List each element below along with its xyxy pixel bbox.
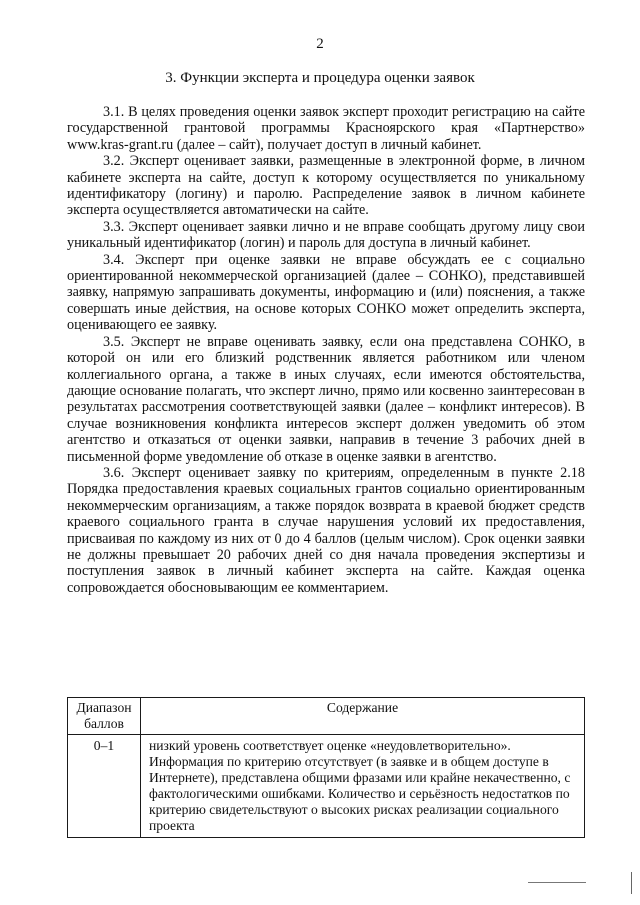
table-header-content: Содержание — [141, 698, 585, 735]
paragraph-3-1: 3.1. В целях проведения оценки заявок эксперт проходит регистрацию на сайте государственной грантовой программы Красноярского края «Партнерство» www.kras-grant.ru (далее – сайт), получает доступ в личный кабинет. — [67, 104, 585, 153]
table-cell-range: 0–1 — [68, 735, 141, 838]
scan-edge-mark — [631, 872, 632, 894]
table-header-range: Диапазон баллов — [68, 698, 141, 735]
scan-footer-line — [528, 882, 586, 883]
paragraph-3-6: 3.6. Эксперт оценивает заявку по критериям, определенным в пункте 2.18 Порядка предоставления краевых социальных грантов социально ориентированным некоммерческим организациям, а также порядок возврата в краевой бюджет средств краевого социального гранта в случае нарушения условий их предоставления, присваивая по каждому из них от 0 до 4 баллов (целым числом). Срок оценки заявки не должны превышает 20 рабочих дней со дня начала проведения экспертизы и поступления заявок в личный кабинет эксперта на сайте. Каждая оценка сопровождается обосновывающим ее комментарием. — [67, 464, 585, 596]
paragraph-3-4: 3.4. Эксперт при оценке заявки не вправе обсуждать ее с социально ориентированной некоммерческой организацией (далее – СОНКО), представившей заявку, напрямую запрашивать документы, информацию и (или) пояснения, а также совершать иные действия, на основе которых СОНКО может определить эксперта, оценивающего ее заявку. — [67, 251, 585, 334]
page-number: 2 — [316, 36, 324, 52]
paragraph-3-5: 3.5. Эксперт не вправе оценивать заявку, если она представлена СОНКО, в которой он или его близкий родственник является работником или членом коллегиального органа, а также в иных случаях, если имеются обстоятельства, дающие основание полагать, что эксперт лично, прямо или косвенно заинтересован в результатах рассмотрения соответствующей заявки (далее – конфликт интересов). В случае возникновения конфликта интересов эксперт должен уведомить об этом агентство и отказаться от оценки заявки, направив в течение 3 рабочих дней в письменной форме уведомление об отказе в оценке заявки в агентство. — [67, 333, 585, 465]
table-row — [68, 735, 585, 838]
table-header-row — [68, 698, 585, 735]
criteria-table — [67, 697, 585, 838]
section-body — [67, 104, 585, 596]
paragraph-3-2: 3.2. Эксперт оценивает заявки, размещенные в электронной форме, в личном кабинете эксперта на сайте, доступ к которому осуществляется по уникальному идентификатору (логину) и паролю. Распределение заявок в личном кабинете эксперта осуществляется автоматически на сайте. — [67, 153, 585, 219]
section-title: 3. Функции эксперта и процедура оценки заявок — [165, 70, 475, 86]
table-cell-content: низкий уровень соответствует оценке «неудовлетворительно». Информация по критерию отсутствует (в заявке и в общем доступе в Интернете), представлена общими фразами или крайне некачественно, с фактологическими ошибками. Количество и серьёзность недостатков по критерию свидетельствуют о высоких рисках реализации социального проекта — [141, 735, 585, 838]
paragraph-3-3: 3.3. Эксперт оценивает заявки лично и не вправе сообщать другому лицу свои уникальный идентификатор (логин) и пароль для доступа в личный кабинет. — [67, 218, 585, 252]
